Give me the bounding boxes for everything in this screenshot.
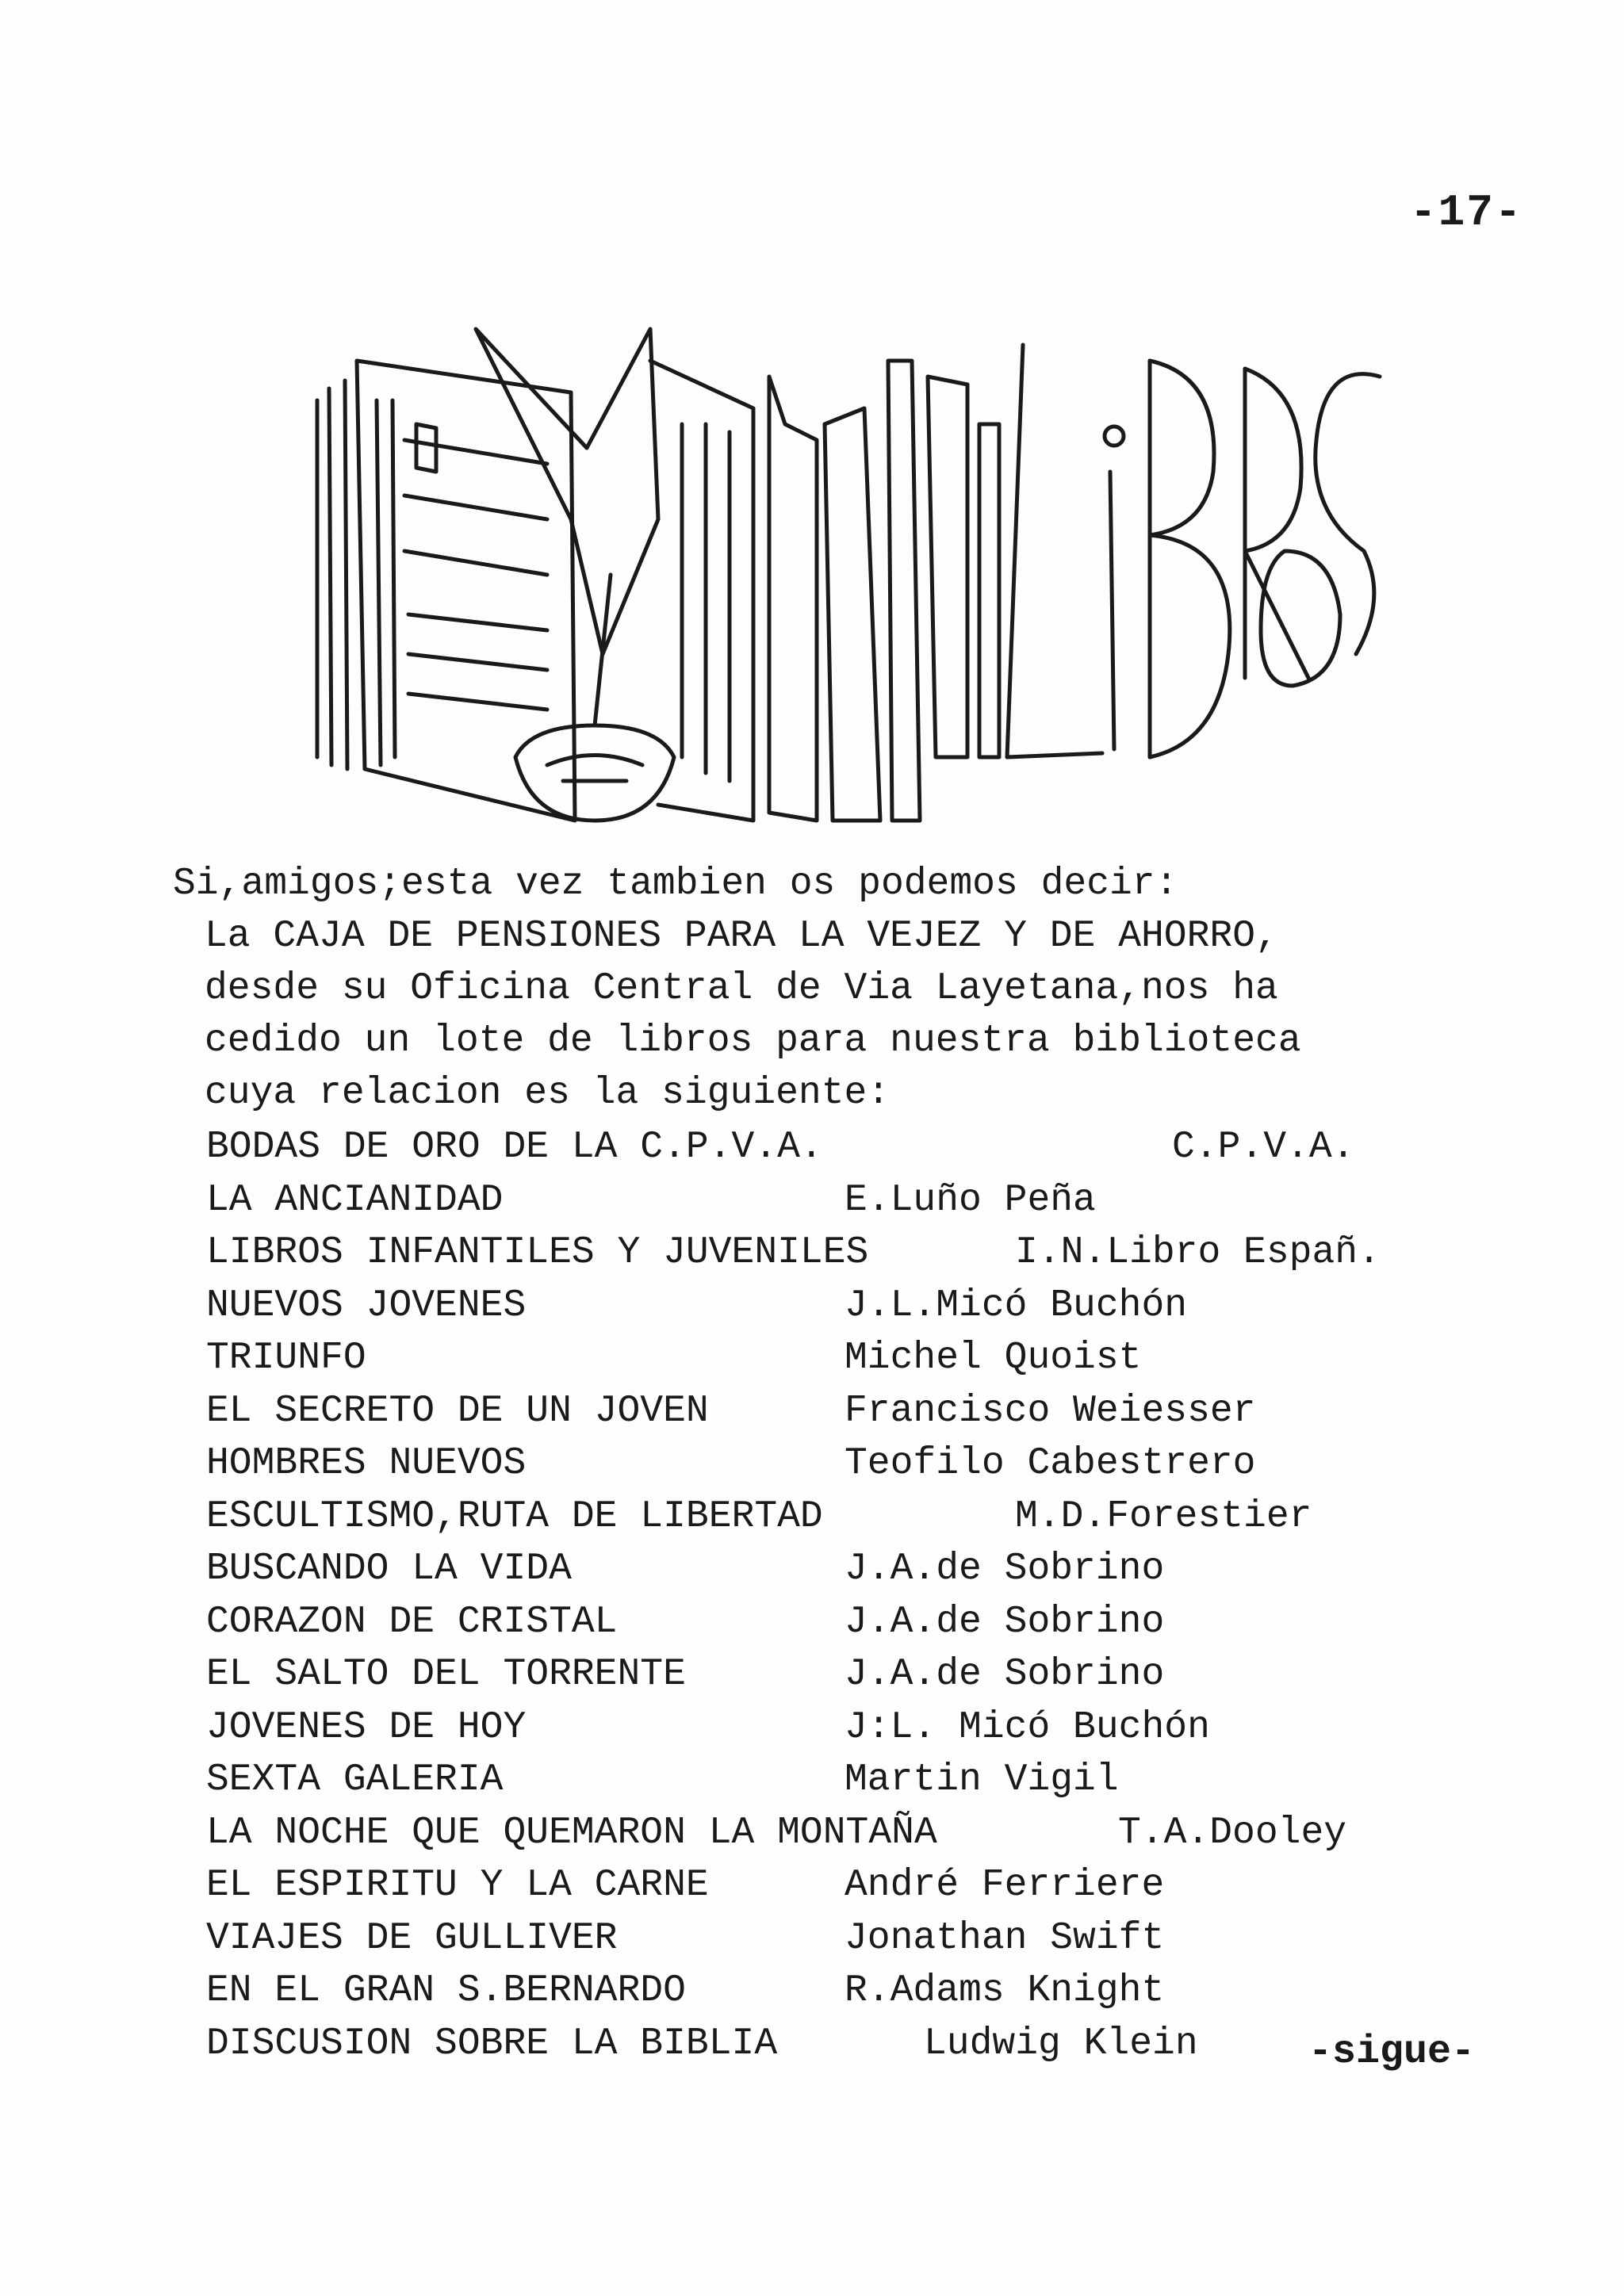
book-title: ESCULTISMO,RUTA DE LIBERTAD [206,1494,823,1538]
book-row [206,1437,1507,1490]
book-title: LIBROS INFANTILES Y JUVENILES [206,1231,869,1274]
book-row [206,1174,1507,1227]
book-author: Ludwig Klein [924,2022,1198,2065]
book-row [206,1965,1507,2018]
book-author: R.Adams Knight [845,1969,1165,2012]
book-author: E.Luño Peña [845,1178,1096,1222]
book-title: EN EL GRAN S.BERNARDO [206,1969,686,2012]
intro-line: desde su Oficina Central de Via Layetana,nos ha [205,967,1278,1010]
book-title: TRIUNFO [206,1337,366,1380]
book-author: Jonathan Swift [845,1916,1165,1960]
book-title: LA ANCIANIDAD [206,1178,504,1222]
intro-line: cedido un lote de libros para nuestra biblioteca [205,1020,1301,1062]
book-list [206,1121,1507,2070]
book-row [206,1807,1507,1860]
book-row [206,1226,1507,1280]
book-author: Michel Quoist [845,1337,1142,1380]
book-title: EL ESPIRITU Y LA CARNE [206,1864,709,1907]
book-author: J.L.Micó Buchón [845,1284,1188,1327]
book-author: Francisco Weiesser [845,1389,1256,1433]
book-author: J.A.de Sobrino [845,1600,1165,1644]
book-row [206,1859,1507,1912]
book-author: J:L. Micó Buchón [845,1705,1210,1749]
intro-paragraph [173,858,1473,1119]
book-author: J.A.de Sobrino [845,1653,1165,1696]
book-row [206,1912,1507,1965]
book-row [206,1596,1507,1649]
book-author: C.P.V.A. [1172,1126,1355,1169]
book-author: J.A.de Sobrino [845,1548,1165,1590]
book-title: EL SALTO DEL TORRENTE [206,1653,686,1696]
book-title: CORAZON DE CRISTAL [206,1600,618,1644]
book-row [206,1385,1507,1438]
book-row [206,1543,1507,1596]
book-row [206,1701,1507,1755]
book-title: HOMBRES NUEVOS [206,1442,527,1485]
page-number: -17- [1410,187,1523,238]
book-title: NUEVOS JOVENES [206,1284,527,1327]
book-author: André Ferriere [845,1864,1165,1907]
book-row [206,1490,1507,1544]
book-title: BODAS DE ORO DE LA C.P.V.A. [206,1126,823,1169]
book-title: JOVENES DE HOY [206,1705,527,1749]
books-drawing-icon [309,313,1388,836]
intro-line: La CAJA DE PENSIONES PARA LA VEJEZ Y DE AHORRO, [205,915,1278,958]
book-author: T.A.Dooley [1118,1811,1347,1854]
book-title: LA NOCHE QUE QUEMARON LA MONTAÑA [206,1811,937,1854]
book-row [206,1648,1507,1701]
book-title: DISCUSION SOBRE LA BIBLIA [206,2022,778,2065]
book-row [206,1332,1507,1385]
book-title: VIAJES DE GULLIVER [206,1916,618,1960]
book-row [206,1280,1507,1333]
book-title: SEXTA GALERIA [206,1758,504,1801]
book-author: Teofilo Cabestrero [845,1442,1256,1485]
intro-line: Si,amigos;esta vez tambien os podemos decir: [173,863,1178,905]
book-title: EL SECRETO DE UN JOVEN [206,1389,709,1433]
book-title: BUSCANDO LA VIDA [206,1548,572,1590]
continued-note: -sigue- [1308,2030,1476,2075]
book-author: I.N.Libro Españ. [1015,1231,1381,1274]
book-author: M.D.Forestier [1015,1494,1312,1538]
book-row [206,1754,1507,1807]
intro-line: cuya relacion es la siguiente: [205,1072,891,1115]
book-row [206,1121,1507,1174]
book-author: Martin Vigil [845,1758,1119,1801]
